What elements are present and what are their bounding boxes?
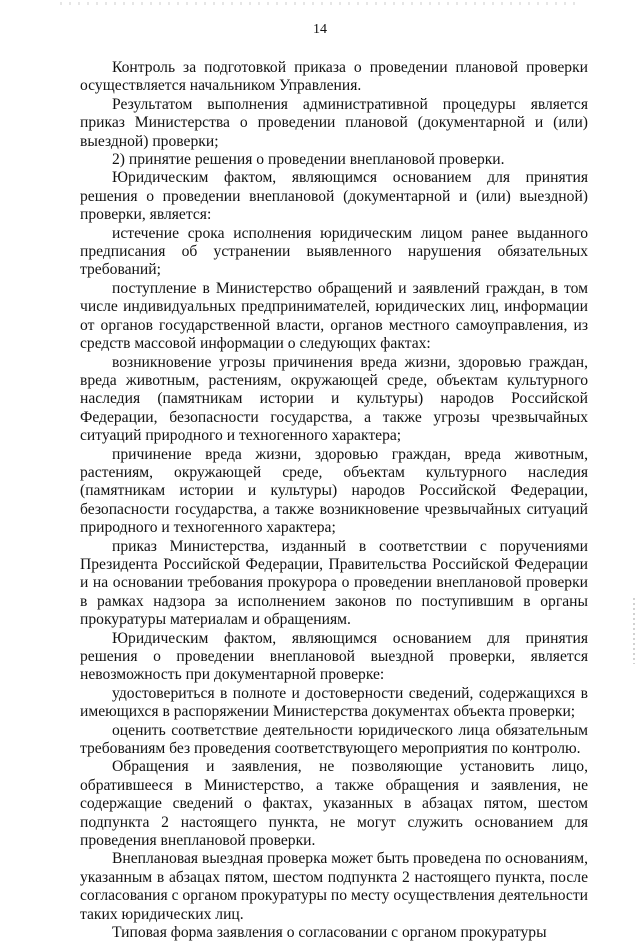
paragraph: 2) принятие решения о проведении внеплановой проверки. (112, 151, 505, 169)
paragraph: приказ Министерства, изданный в соответствии с поручениями Президента Российской Федерации, Правительства Российской Федерации и на основании требования прокурора о проведении внеплановой проверки в рамках надзора за исполнением законов по поступившим в органы прокуратуры материалам и обращениям. (80, 537, 588, 629)
paragraph: причинение вреда жизни, здоровью граждан, вреда животным, растениям, окружающей среде, объектам культурного наследия (памятникам истории и культуры) народов Российской Федерации, безопасности государства, а также возникновение чрезвычайных ситуаций природного и техногенного характера; (80, 445, 588, 537)
paragraph: удостовериться в полноте и достоверности сведений, содержащихся в имеющихся в распоряжении Министерства документах объекта проверки; (80, 684, 588, 721)
paragraph: истечение срока исполнения юридическим лицом ранее выданного предписания об устранении выявленного нарушения обязательных требований; (80, 224, 588, 279)
paragraph: Внеплановая выездная проверка может быть проведена по основаниям, указанным в абзацах пятом, шестом подпункта 2 настоящего пункта, после согласования с органом прокуратуры по месту осуществления деятельности таких юридических лиц. (80, 850, 588, 923)
paragraph: Контроль за подготовкой приказа о проведении плановой проверки осуществляется начальником Управления. (80, 59, 588, 95)
paragraph: Результатом выполнения административной процедуры является приказ Министерства о проведении плановой (документарной и (или) выездной) проверки; (80, 95, 588, 150)
document-body (80, 59, 588, 943)
paragraph: Типовая форма заявления о согласовании с органом прокуратуры (112, 924, 547, 942)
scan-edge-artifact (633, 598, 635, 664)
paragraph: возникновение угрозы причинения вреда жизни, здоровью граждан, вреда животным, растениям, окружающей среде, объектам культурного наследия (памятникам истории и культуры) народов Российской Федерации, безопасности государства, а также угрозы чрезвычайных ситуаций природного и техногенного характера; (80, 353, 588, 445)
paragraph: Юридическим фактом, являющимся основанием для принятия решения о проведении внеплановой выездной проверки, является невозможность при документарной проверке: (80, 629, 588, 684)
paragraph: Юридическим фактом, являющимся основанием для принятия решения о проведении внеплановой (документарной и (или) выездной) проверки, является: (80, 169, 588, 224)
paragraph: Обращения и заявления, не позволяющие установить лицо, обратившееся в Министерство, а также обращения и заявления, не содержащие сведений о фактах, указанных в абзацах пятом, шестом подпункта 2 настоящего пункта, не могут служить основанием для проведения внеплановой проверки. (80, 758, 588, 850)
paragraph: оценить соответствие деятельности юридического лица обязательным требованиям без проведения соответствующего мероприятия по контролю. (80, 721, 588, 758)
paragraph: поступление в Министерство обращений и заявлений граждан, в том числе индивидуальных предпринимателей, юридических лиц, информации от органов государственной власти, органов местного самоуправления, из средств массовой информации о следующих фактах: (80, 279, 588, 353)
scan-artifact (60, 2, 580, 5)
page-number: 14 (313, 22, 327, 37)
